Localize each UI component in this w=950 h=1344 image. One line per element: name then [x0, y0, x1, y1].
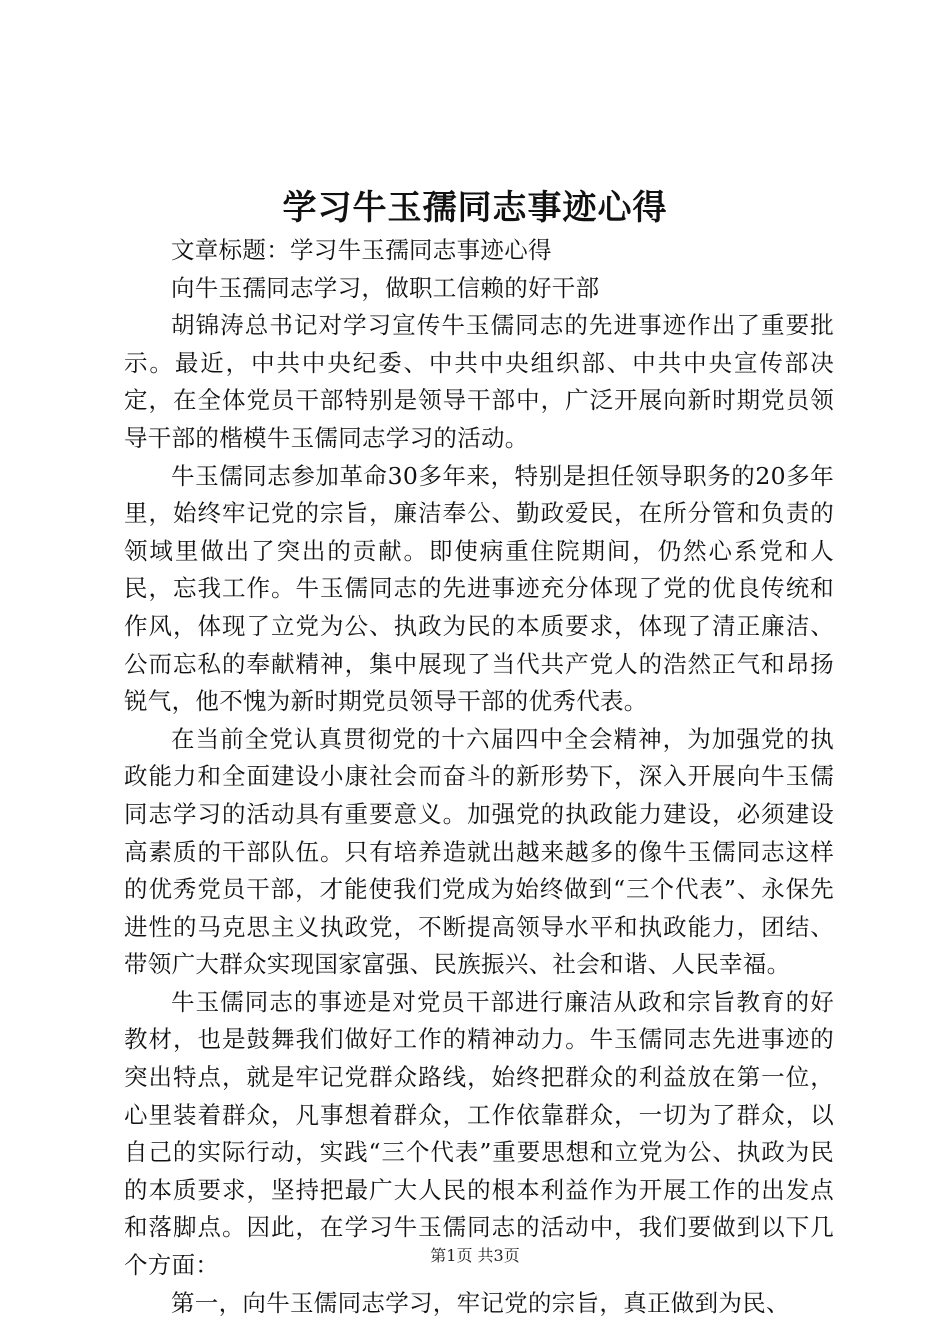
paragraph-article-title: 文章标题：学习牛玉孺同志事迹心得: [171, 236, 552, 264]
page-number-footer: 第1页 共3页: [430, 1246, 520, 1265]
paragraph-4: 牛玉儒同志的事迹是对党员干部进行廉洁从政和宗旨教育的好教材，也是鼓舞我们做好工作的精神动力。牛玉儒同志先进事迹的突出特点，就是牢记党群众路线，始终把群众的利益放在第一位，心里装着群众，凡事想着群众，工作依靠群众，一切为了群众，以自己的实际行动，实践“三个代表”重要思想和立党为公、执政为民的本质要求，坚持把最广大人民的根本利益作为开展工作的出发点和落脚点。因此，在学习牛玉儒同志的活动中，我们要做到以下几个方面：: [124, 987, 834, 1280]
paragraph-subtitle: 向牛玉孺同志学习，做职工信赖的好干部: [171, 273, 600, 302]
paragraph-2: 牛玉儒同志参加革命30多年来，特别是担任领导职务的20多年里，始终牢记党的宗旨，廉洁奉公、勤政爱民，在所分管和负责的领域里做出了突出的贡献。即使病重住院期间，仍然心系党和人民，忘我工作。牛玉儒同志的先进事迹充分体现了党的优良传统和作风，体现了立党为公、执政为民的本质要求，体现了清正廉洁、公而忘私的奉献精神，集中展现了当代共产党人的浩然正气和昂扬锐气，他不愧为新时期党员领导干部的优秀代表。: [124, 461, 834, 716]
paragraph-5: 第一，向牛玉儒同志学习，牢记党的宗旨，真正做到为民、: [171, 1288, 790, 1317]
document-body: [124, 232, 834, 1322]
paragraph-3: 在当前全党认真贯彻党的十六届四中全会精神，为加强党的执政能力和全面建设小康社会而奋斗的新形势下，深入开展向牛玉儒同志学习的活动具有重要意义。加强党的执政能力建设，必须建设高素质的干部队伍。只有培养造就出越来越多的像牛玉儒同志这样的优秀党员干部，才能使我们党成为始终做到“三个代表”、永保先进性的马克思主义执政党，不断提高领导水平和执政能力，团结、带领广大群众实现国家富强、民族振兴、社会和谐、人民幸福。: [124, 724, 834, 979]
document-title: 学习牛玉孺同志事迹心得: [282, 188, 668, 228]
paragraph-1: 胡锦涛总书记对学习宣传牛玉儒同志的先进事迹作出了重要批示。最近，中共中央纪委、中共中央组织部、中共中央宣传部决定，在全体党员干部特别是领导干部中，广泛开展向新时期党员领导干部的楷模牛玉儒同志学习的活动。: [124, 311, 834, 452]
